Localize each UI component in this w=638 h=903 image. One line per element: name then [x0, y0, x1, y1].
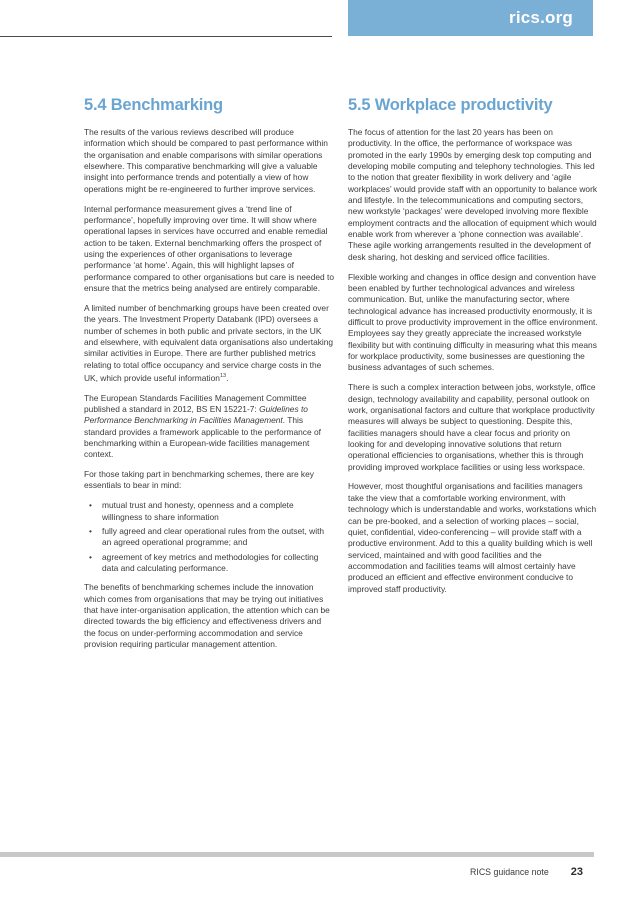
benchmarking-paragraph-4 [84, 393, 334, 461]
list-item: • mutual trust and honesty, openness and a complete willingness to share information [84, 500, 334, 523]
paragraph-4-text-b: . This standard provides a framework applicable to the performance of benchmarking within a European-wide facilities management context. [84, 415, 321, 460]
page-footer [470, 866, 583, 878]
footer-band [0, 852, 594, 857]
section-benchmarking [84, 96, 334, 659]
essentials-list [84, 500, 334, 574]
footer-document-title: RICS guidance note [470, 867, 549, 877]
productivity-paragraph-2: Flexible working and changes in office design and convention have been enabled by further technological advances and wireless communication. But, unlike the manufacturing sector, where technological advance has increased productivity enormously, it is difficult to prove productivity improvement in the office environment. Employees say they greatly appreciate the increased workstyle flexibility but with continuing difficulty in measuring what this means for workplace productivity, some businesses are questioning the business advantages of such schemes. [348, 271, 598, 373]
benchmarking-paragraph-2: Internal performance measurement gives a ‘trend line of performance’, hopefully improving over time. It will show where operational lapses in services have occurred and enable remedial action to be taken. External benchmarking offers the prospect of using the experiences of other organisations to leverage performance ‘at home’. Again, this will highlight lapses of performance compared to other organisations but care is needed to ensure that the metrics being analysed are entirely comparable. [84, 203, 335, 293]
header-rule [0, 36, 332, 37]
benchmarking-heading: 5.4 Benchmarking [84, 96, 223, 114]
productivity-paragraph-4: However, most thoughtful organisations and facilities managers take the view that a comfortable working environment, with technology which is understandable and works, workstations which can be pre-booked, and a selection of working places – social, quiet, confidential, video-conferencing – will provide staff with a productive environment. Add to this a quality building which is well serviced, maintained and with good facilities and the accommodation and facilities teams will almost certainly have produced an efficient and effective environment conducive to improved staff productivity. [348, 481, 597, 594]
brand-link[interactable]: rics.org [509, 8, 573, 27]
productivity-paragraph-1: The focus of attention for the last 20 years has been on productivity. In the office, the performance of workspace was promoted in the early 1990s by emerging desk top computing and developing mobile computing and telephony technologies. This led to the notion that greater flexibility in work delivery and ‘agile workplaces’ would provide staff with an opportunity to balance work and lifestyle. In the telecommunications and computing sectors, new workstyle ‘packages’ were developed involving more flexible employment contracts and the allocation of equipment which would enable work from wherever a ‘phone connection was available’. These agile working arrangements resulted in the development of desk sharing, hot desking and serviced office facilities. [348, 127, 598, 262]
paragraph-3-text: A limited number of benchmarking groups have been created over the years. The Investment Property Databank (IPD) oversees a number of schemes in both public and private sectors, in the UK and elsewhere, with equivalent data organisations also undertaking similar activities in Europe. There are further published metrics relating to total office occupancy and service charge costs in the UK, which provide useful information [84, 302, 334, 383]
list-item: • agreement of key metrics and methodologies for collecting data and calculating performance. [84, 552, 334, 575]
benchmarking-paragraph-6: The benefits of benchmarking schemes include the innovation which comes from organisations that may be trying out initiatives that have inter-organisation application, the attention which can be directed towards the big efficiency and effectiveness drivers and the focus on under-performing accommodation and service provision requiring particular management attention. [84, 582, 330, 650]
brand-banner [348, 0, 593, 36]
section-workplace-productivity [348, 96, 598, 603]
paragraph-4-text-a: The European Standards Facilities Management Committee published a standard in 2012, BS EN 15221-7: [84, 392, 307, 414]
list-item: • fully agreed and clear operational rules from the outset, with an agreed operational programme; and [84, 526, 334, 549]
paragraph-3-end: . [226, 372, 229, 383]
benchmarking-paragraph-3 [84, 303, 334, 384]
productivity-paragraph-3: There is such a complex interaction between jobs, workstyle, office design, technology availability and capability, personal outlook on work, organisational factors and culture that workplace productivity measures will always be subject to questioning. Despite this, facilities managers should have a clear focus and priority on looking for and developing innovative solutions that return operational efficiencies to organisations, whether this is through providing improved workplace facilities or using less workspace. [348, 382, 596, 472]
productivity-heading: 5.5 Workplace productivity [348, 96, 553, 114]
benchmarking-paragraph-1: The results of the various reviews described will produce information which should be compared to past performance within the organisation and enable comparisons with similar operations elsewhere. This comparative benchmarking will give a valuable insight into performance trends and potentially a view of how operations might be re-engineered to further improve services. [84, 127, 328, 194]
footnote-reference[interactable]: 13 [219, 372, 227, 379]
standard-title: Guidelines to Performance Benchmarking in Facilities Management [84, 403, 308, 426]
page-number: 23 [570, 866, 583, 878]
benchmarking-paragraph-5: For those taking part in benchmarking schemes, there are key essentials to bear in mind: [84, 469, 314, 491]
